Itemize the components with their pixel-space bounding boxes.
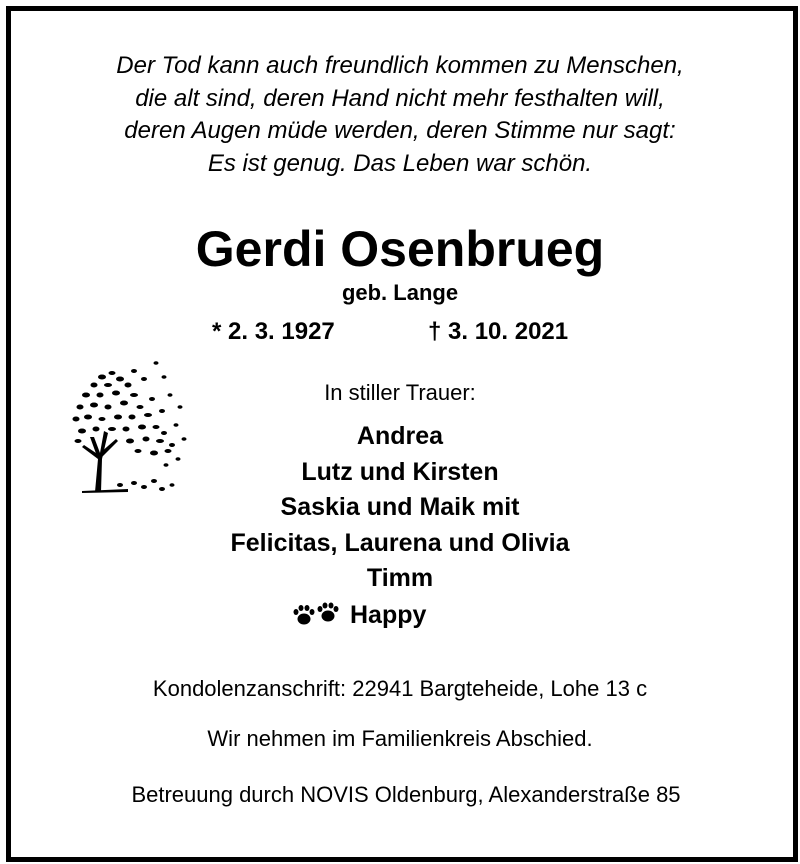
pet-entry — [292, 597, 426, 633]
birth-date: * 2. 3. 1927 — [212, 318, 335, 345]
mourner-name: Lutz und Kirsten — [301, 457, 499, 486]
farewell-note: Wir nehmen im Familienkreis Abschied. — [207, 726, 593, 751]
mourning-intro: In stiller Trauer: — [324, 380, 476, 405]
pet-name: Happy — [350, 600, 427, 629]
poem-line: Der Tod kann auch freundlich kommen zu Menschen, — [116, 52, 684, 79]
poem-line: die alt sind, deren Hand nicht mehr festhalten will, — [135, 84, 665, 112]
death-date: † 3. 10. 2021 — [428, 318, 569, 345]
maiden-name: geb. Lange — [341, 280, 459, 305]
condolence-address: Kondolenzanschrift: 22941 Bargteheide, Lohe 13 c — [152, 676, 648, 701]
mourners-list — [0, 419, 800, 597]
poem-line: deren Augen müde werden, deren Stimme nur sagt: — [124, 117, 676, 144]
poem — [0, 50, 800, 180]
undertaker-note: Betreuung durch NOVIS Oldenburg, Alexanderstraße 85 — [131, 782, 681, 807]
mourner-name: Saskia und Maik mit — [280, 493, 520, 521]
mourner-name: Felicitas, Laurena und Olivia — [230, 528, 570, 557]
mourner-name: Timm — [366, 564, 434, 592]
paw-prints-icon — [292, 602, 342, 628]
deceased-name: Gerdi Osenbrueg — [195, 221, 605, 277]
poem-line: Es ist genug. Das Leben war schön. — [207, 149, 593, 177]
mourner-name: Andrea — [356, 422, 444, 450]
